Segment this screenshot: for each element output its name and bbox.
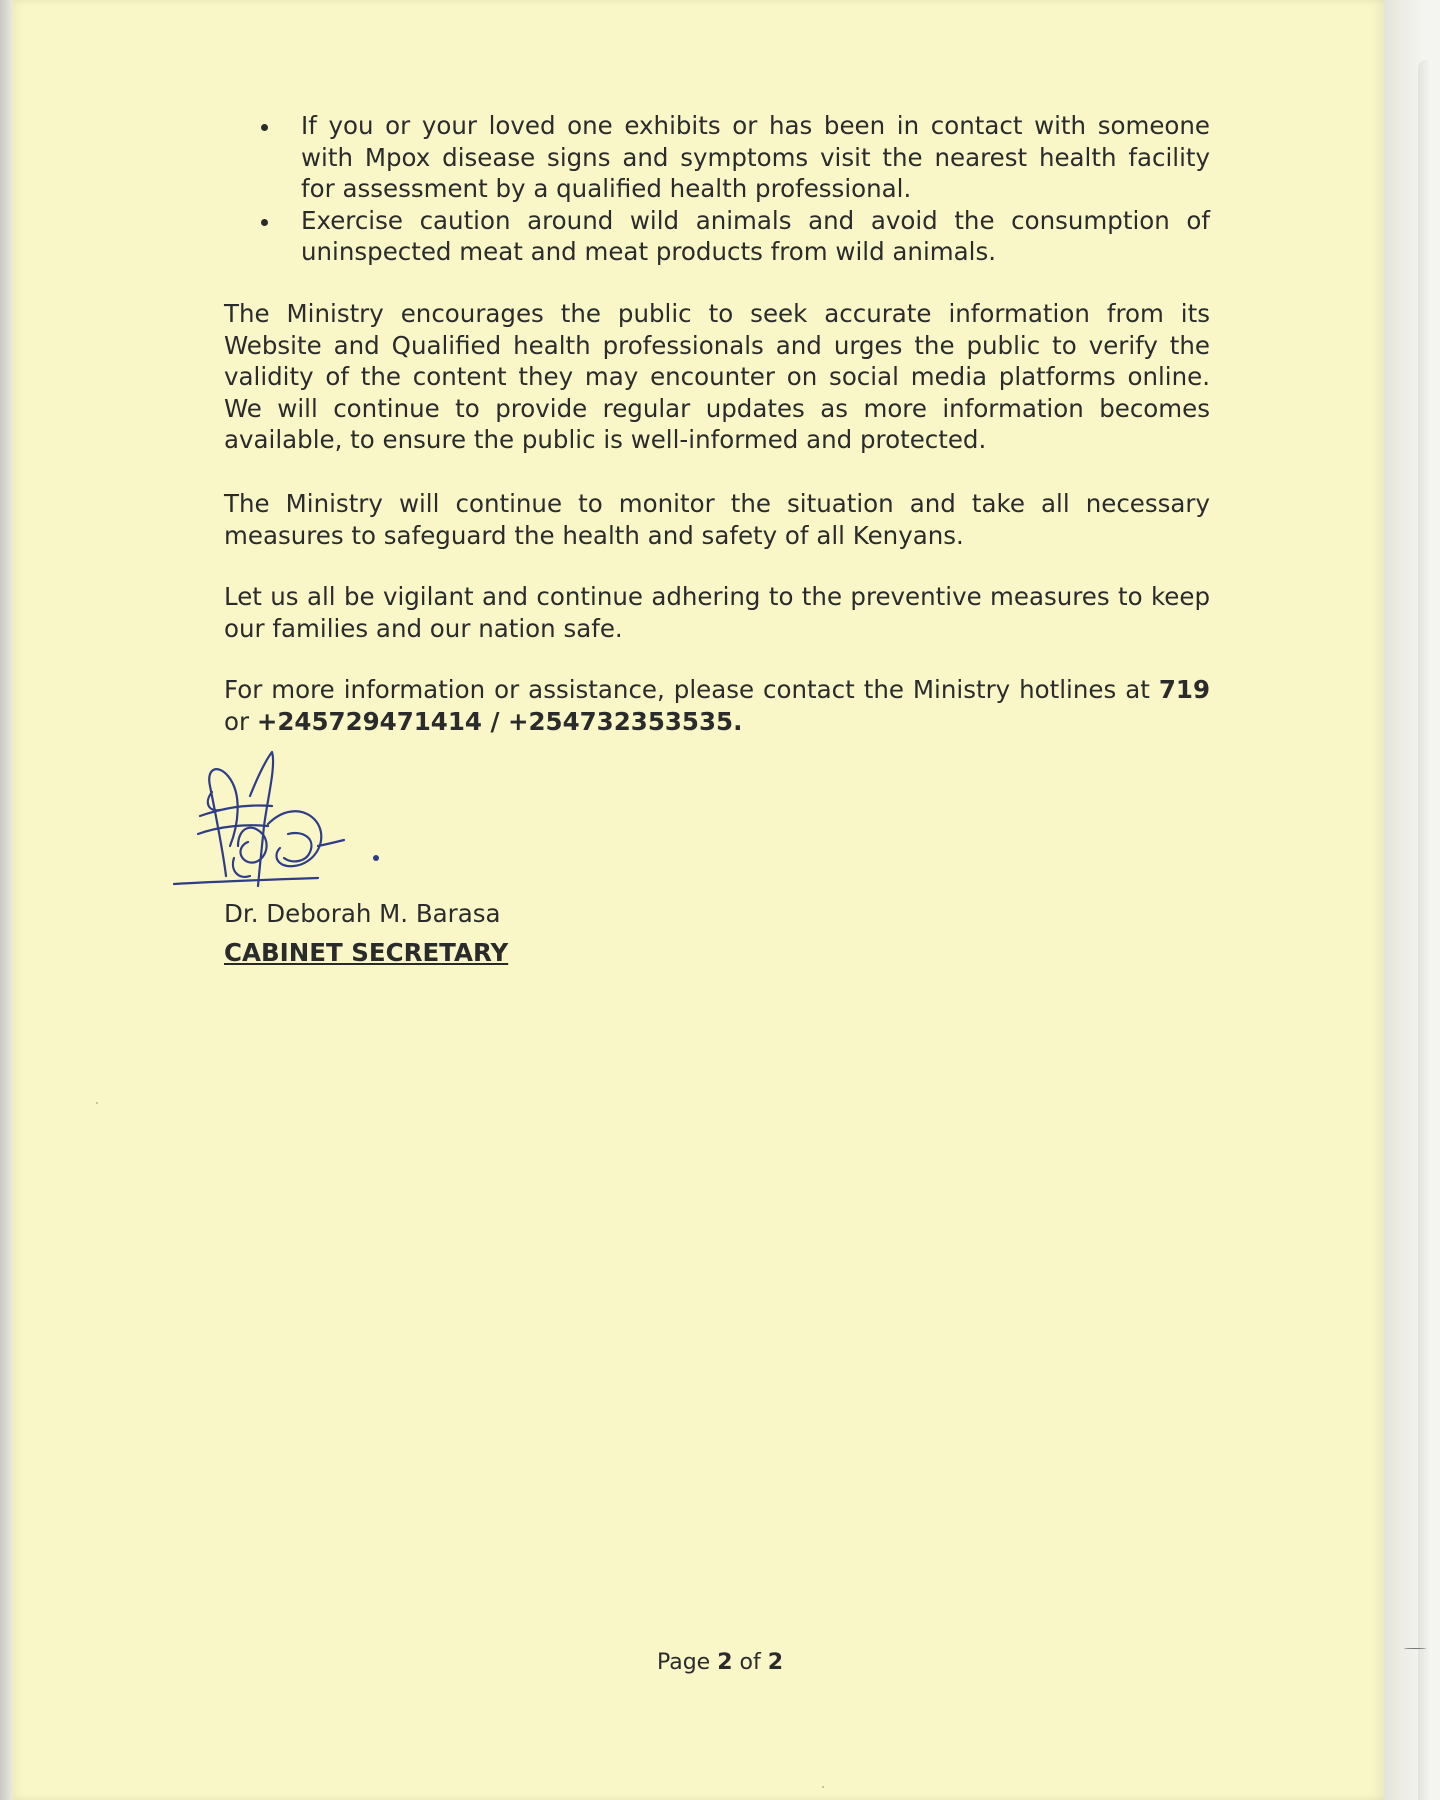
scan-right-edge (1384, 0, 1440, 1800)
paragraph-vigilance: Let us all be vigilant and continue adhering to the preventive measures to keep our families and our nation safe. (224, 582, 1210, 643)
paragraph-contact (224, 674, 1210, 737)
paragraph-monitoring: The Ministry will continue to monitor the situation and take all necessary measures to safeguard the health and safety of all Kenyans. (224, 489, 1210, 550)
contact-intro: For more information or assistance, please contact the Ministry hotlines at (224, 675, 1159, 704)
advice-bullet-text: If you or your loved one exhibits or has been in contact with someone with Mpox disease signs and symptoms visit the nearest health facility for assessment by a qualified health professional. (301, 111, 1210, 203)
page-current: 2 (717, 1650, 733, 1675)
signatory-title: CABINET SECRETARY (224, 938, 509, 967)
paragraph-accurate-information: The Ministry encourages the public to seek accurate information from its Website and Qualified health professionals and urges the public to verify the validity of the content they may encounter on social media platforms online. We will continue to provide regular updates as more information becomes available, to ensure the public is well-informed and protected. (224, 299, 1210, 454)
page-total: 2 (767, 1650, 784, 1675)
contact-end: . (733, 706, 743, 736)
hotline-short: 719 (1158, 675, 1210, 704)
hotlines-long: +245729471414 / +254732353535 (256, 706, 734, 736)
advice-bullet-item (224, 110, 1210, 205)
bullet-icon (261, 124, 268, 131)
handwritten-signature (168, 746, 398, 906)
scan-left-edge (0, 0, 12, 1800)
scan-speck (96, 1102, 98, 1104)
advice-bullet-list (224, 110, 1210, 268)
scan-mark (1404, 1648, 1426, 1649)
advice-bullet-item (224, 205, 1210, 268)
page-label: Page (656, 1650, 718, 1675)
contact-connector: or (224, 706, 257, 736)
page-number (0, 1650, 1440, 1675)
bullet-icon (261, 219, 268, 226)
page-of: of (732, 1650, 768, 1675)
advice-bullet-text: Exercise caution around wild animals and avoid the consumption of uninspected meat and meat products from wild animals. (301, 205, 1210, 266)
scan-speck (822, 1786, 824, 1788)
signatory-name: Dr. Deborah M. Barasa (224, 899, 501, 928)
